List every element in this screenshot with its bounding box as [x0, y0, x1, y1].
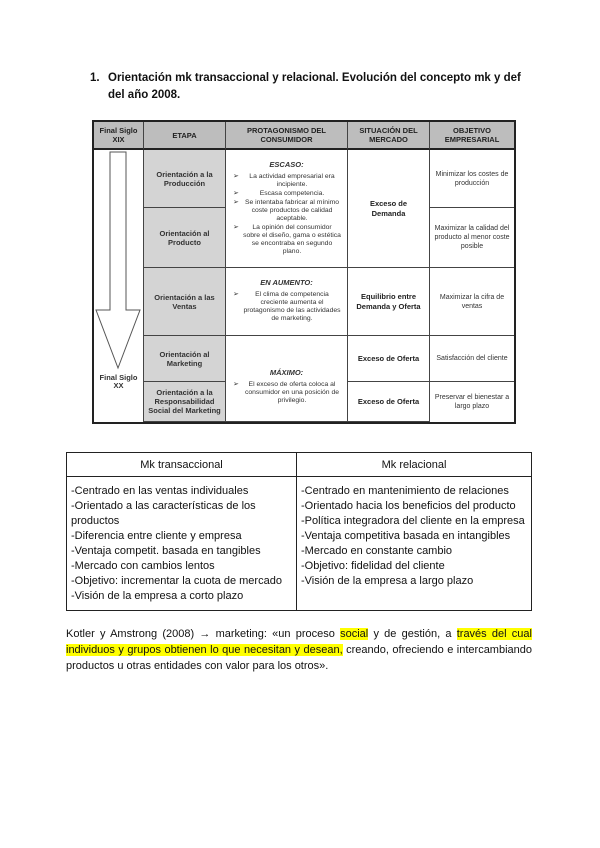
marketing-evolution-figure — [92, 120, 516, 424]
protagonismo-item: ➢ La actividad empresarial era incipiente. — [243, 173, 341, 189]
kotler-definition-paragraph — [66, 626, 532, 674]
protagonismo-title: EN AUMENTO: — [260, 278, 313, 287]
protagonismo-item: ➢ Se intentaba fabricar al mínimo coste productos de calidad aceptable. — [243, 199, 341, 223]
protagonismo-item: ➢ El exceso de oferta coloca al consumidor en una posición de privilegio. — [243, 381, 341, 405]
transaccional-list — [71, 484, 291, 604]
comparison-table — [66, 452, 532, 611]
relacional-list — [301, 484, 527, 589]
heading-number: 1. — [90, 72, 100, 84]
timeline-arrow-icon — [94, 150, 142, 372]
protagonismo-list — [232, 173, 341, 257]
heading-text: Orientación mk transaccional y relacional. Evolución del concepto mk y def del año 2008. — [108, 72, 521, 101]
list-item: -Ventaja competit. basada en tangibles — [71, 545, 261, 557]
objetivo-minimizar-costes: Minimizar los costes de producción — [430, 150, 514, 208]
situacion-exceso-oferta: Exceso de Oferta — [348, 382, 430, 422]
protagonismo-escaso — [226, 150, 348, 268]
list-item: -Objetivo: incrementar la cuota de mercado — [71, 575, 282, 587]
list-item: -Política integradora del cliente en la empresa — [301, 515, 525, 527]
objetivo-bienestar: Preservar el bienestar a largo plazo — [434, 394, 510, 410]
list-item: -Visión de la empresa a corto plazo — [71, 590, 244, 602]
highlight-social: social — [340, 628, 369, 640]
paragraph-text: creando, ofreciendo e intercambiando productos u otras entidades con valor para los otros». — [66, 644, 533, 672]
list-item: -Objetivo: fidelidad del cliente — [301, 560, 445, 572]
header-protagonismo: PROTAGONISMO DEL CONSUMIDOR — [226, 122, 348, 150]
etapa-responsabilidad: Orientación a la Responsabilidad Social del Marketing — [144, 382, 226, 422]
situacion-exceso-demanda: Exceso de Demanda — [348, 150, 430, 268]
list-item: -Mercado con cambios lentos — [71, 560, 215, 572]
protagonismo-item: ➢ La opinión del consumidor sobre el diseño, gama o estética se encontraba en segundo plano. — [243, 224, 341, 256]
timeline-column — [94, 150, 144, 422]
protagonismo-list — [232, 381, 341, 406]
header-situacion: SITUACIÓN DEL MERCADO — [348, 122, 430, 150]
protagonismo-item: ➢ El clima de competencia creciente aumenta el protagonismo de las actividades de marketing. — [243, 291, 341, 323]
highlight-individuos: través del cual individuos y grupos obtienen lo que necesitan y desean, — [66, 628, 532, 656]
situacion-equilibrio: Equilibrio entre Demanda y Oferta — [348, 268, 430, 336]
protagonismo-title: MÁXIMO: — [269, 368, 304, 377]
etapa-producto: Orientación al Producto — [144, 208, 226, 268]
list-item: -Diferencia entre cliente y empresa — [71, 530, 242, 542]
etapa-produccion: Orientación a la Producción — [144, 150, 226, 208]
paragraph-text: Kotler y Amstrong (2008) → marketing: «un proceso — [66, 628, 341, 640]
objetivo-satisfaccion: Satisfacción del cliente — [430, 336, 514, 382]
protagonismo-en-aumento — [226, 268, 348, 336]
header-objetivo: OBJETIVO EMPRESARIAL — [430, 122, 514, 150]
list-item: -Orientado hacia los beneficios del producto — [301, 500, 516, 512]
objetivo-maximizar-calidad: Maximizar la calidad del producto al menor coste posible — [430, 208, 514, 268]
situacion-exceso-oferta: Exceso de Oferta — [348, 336, 430, 382]
list-item: -Mercado en constante cambio — [301, 545, 453, 557]
header-mk-transaccional: Mk transaccional — [67, 453, 296, 477]
etapa-ventas: Orientación a las Ventas — [144, 268, 226, 336]
section-heading — [90, 70, 530, 104]
header-etapa: ETAPA — [144, 122, 226, 150]
protagonismo-item: ➢ Escasa competencia. — [243, 190, 341, 198]
header-mk-relacional: Mk relacional — [297, 453, 531, 477]
etapa-marketing: Orientación al Marketing — [144, 336, 226, 382]
objetivo-maximizar-ventas: Maximizar la cifra de ventas — [430, 268, 514, 336]
list-item: -Centrado en las ventas individuales — [71, 485, 249, 497]
list-item: -Visión de la empresa a largo plazo — [301, 575, 474, 587]
paragraph-text: y de gestión, a — [368, 628, 457, 640]
protagonismo-list — [232, 291, 341, 324]
list-item: -Orientado a las características de los productos — [71, 500, 256, 527]
list-item: -Centrado en mantenimiento de relaciones — [301, 485, 509, 497]
protagonismo-maximo — [226, 336, 348, 422]
header-timeline: Final Siglo XIX — [94, 122, 144, 150]
timeline-end-label: Final Siglo XX — [99, 373, 138, 390]
protagonismo-title: ESCASO: — [269, 159, 304, 169]
list-item: -Ventaja competitiva basada en intangibles — [301, 530, 511, 542]
